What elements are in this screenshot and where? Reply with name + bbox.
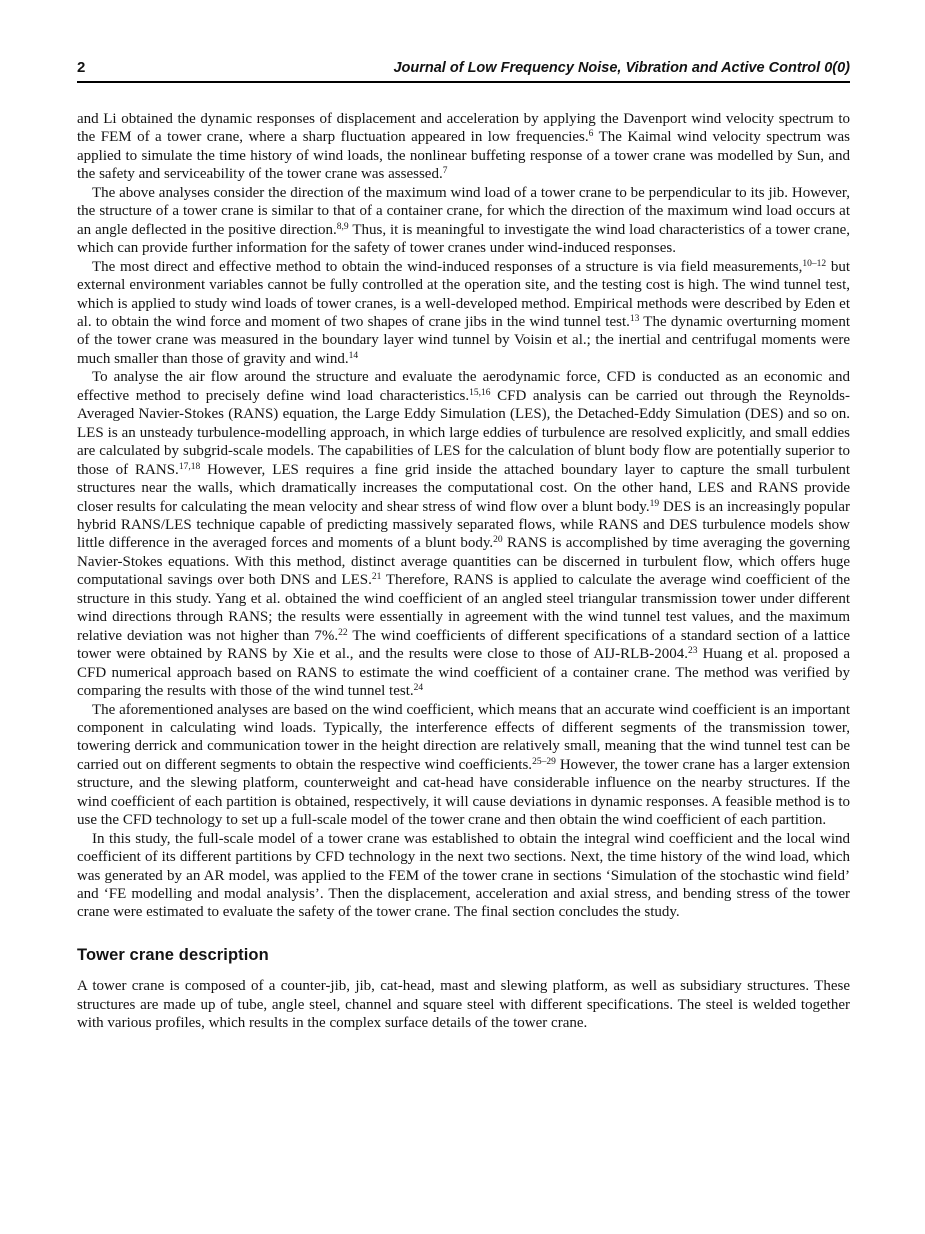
- citation-superscript: 10–12: [802, 258, 827, 269]
- citation-superscript: 20: [493, 535, 503, 546]
- citation-superscript: 22: [338, 627, 348, 638]
- citation-superscript: 21: [371, 572, 382, 583]
- page-header: [77, 59, 850, 83]
- page-number: 2: [77, 59, 86, 76]
- intro-paragraphs: [77, 110, 850, 922]
- citation-superscript: 14: [348, 350, 359, 361]
- paragraph: To analyse the air flow around the structure and evaluate the aerodynamic force, CFD is conducted as an economic and effective method to precisely define wind load characteristics.$^{15,16}$ CFD analysis can be carried out through the Reynolds-Averaged Navier-Stokes (RANS) equation, the Large Eddy Simulation (LES), the Detached-Eddy Simulation (DES) and so on. LES is an unsteady turbulence-modelling approach, in which large eddies of turbulence are resolved explicitly, and small eddies are calculated by subgrid-scale models. The capabilities of LES for the calculation of blunt body flow are potentially superior to those of RANS.$^{17,18}$ However, LES requires a fine grid inside the attached boundary layer to capture the small turbulent structures near the walls, which dramatically increases the computational cost. On the other hand, LES and RANS provide closer results for calculating the mean velocity and shear stress of wind flow over a blunt body.$^{19}$ DES is an increasingly popular hybrid RANS/LES technique capable of predicting massively separated flows, while RANS and DES turbulence models show little difference in the averaged forces and moments of a blunt body.$^{20}$ RANS is accomplished by time averaging the governing Navier-Stokes equations. With this method, distinct average quantities can be discerned in turbulent flow, which offers huge computational savings over both DNS and LES.$^{21}$ Therefore, RANS is applied to calculate the average wind coefficient of the structure in this study. Yang et al. obtained the wind coefficient of an angled steel triangular transmission tower under different wind directions through RANS; the results were essentially in agreement with the wind tunnel test values, and the maximum relative deviation was not higher than 7%.$^{22}$ The wind coefficients of different specifications of a standard section of a lattice tower were obtained by RANS by Xie et al., and the results were close to those of AIJ-RLB-2004.23 Huang et al. proposed a CFD numerical approach based on RANS to estimate the wind coefficient of a container crane. The method was verified by comparing the results with those of the wind tunnel test.$^{24}$: [77, 369, 851, 700]
- section-paragraphs: [77, 977, 850, 1032]
- citation-superscript: 7: [442, 166, 448, 177]
- paragraph: The above analyses consider the direction of the maximum wind load of a tower crane to be perpendicular to its jib. However, the structure of a tower crane is similar to that of a container crane, for which the direction of the maximum wind load occurs at an angle deflected in the positive direction.$^{8,9}$ Thus, it is meaningful to investigate the wind load characteristics of a tower crane, which can provide further information for the safety of tower cranes under wind-induced responses.: [77, 184, 850, 257]
- paragraph: The aforementioned analyses are based on the wind coefficient, which means that an accurate wind coefficient is an important component in calculating wind loads. Typically, the interference effects of different segments of the transmission tower, towering derrick and communication tower in the height direction are relatively small, meaning that the wind tunnel test can be carried out on different segments to obtain the respective wind coefficients.$^{25-29}$ However, the tower crane has a larger extension structure, and the slewing platform, counterweight and cat-head have considerable influence on the nearby structures. If the wind coefficient of each partition is obtained, respectively, it will cause deviations in dynamic responses. A feasible method is to use the CFD technology to set up a full-scale model of the tower crane and then obtain the wind coefficient of each partition.: [77, 701, 850, 829]
- journal-running-title: Journal of Low Frequency Noise, Vibration and Active Control 0(0): [393, 60, 850, 76]
- section-heading: Tower crane description: [77, 945, 269, 964]
- paragraph: and Li obtained the dynamic responses of displacement and acceleration by applying the Davenport wind velocity spectrum to the FEM of a tower crane, where a sharp fluctuation appeared in low frequencies.$^6$ The Kaimal wind velocity spectrum was applied to simulate the time history of wind loads, the nonlinear buffeting response of a tower crane was modelled by Sun, and the safety and serviceability of the tower crane was assessed.$^7$: [77, 111, 850, 183]
- citation-superscript: 25–29: [532, 756, 556, 767]
- paragraph: The most direct and effective method to obtain the wind-induced responses of a structure is via field measurements,$^{10-12}$ but external environment variables cannot be fully controlled at the operation site, and the testing cost is high. The wind tunnel test, which is applied to study wind loads of tower cranes, is a well-developed method. Empirical methods were described by Eden et al. to obtain the wind force and moment of two shapes of crane jibs in the wind tunnel test.$^{13}$ The dynamic overturning moment of the tower crane was measured in the boundary layer wind tunnel by Voisin et al.; the inertial and centrifugal moments were much smaller than those of gravity and wind.$^{14}$: [77, 258, 850, 367]
- citation-superscript: 6: [588, 129, 594, 140]
- citation-superscript: 24: [413, 683, 424, 694]
- article-body: [77, 110, 850, 1033]
- citation-superscript: 13: [629, 313, 640, 324]
- paragraph: A tower crane is composed of a counter-jib, jib, cat-head, mast and slewing platform, as well as subsidiary structures. These structures are made up of tube, angle steel, channel and square steel with different specifications. The steel is welded together with various profiles, which results in the complex surface details of the tower crane.: [77, 978, 850, 1032]
- citation-superscript: 19: [649, 498, 660, 509]
- paragraph: In this study, the full-scale model of a tower crane was established to obtain the integral wind coefficient and the local wind coefficient of its different partitions by CFD technology in the next two sections. Next, the time history of the wind load, which was generated by an AR model, was applied to the FEM of the tower crane in sections ‘Simulation of the stochastic wind field’ and ‘FE modelling and modal analysis’. Then the displacement, acceleration and axial stress, and bending stress of the tower crane were estimated to evaluate the safety of the tower crane. The final section concludes the study.: [77, 830, 850, 921]
- citation-superscript: 17,18: [178, 461, 201, 472]
- citation-superscript: 8,9: [336, 221, 349, 232]
- citation-superscript: 15,16: [469, 387, 491, 398]
- citation-superscript: 23: [688, 646, 698, 657]
